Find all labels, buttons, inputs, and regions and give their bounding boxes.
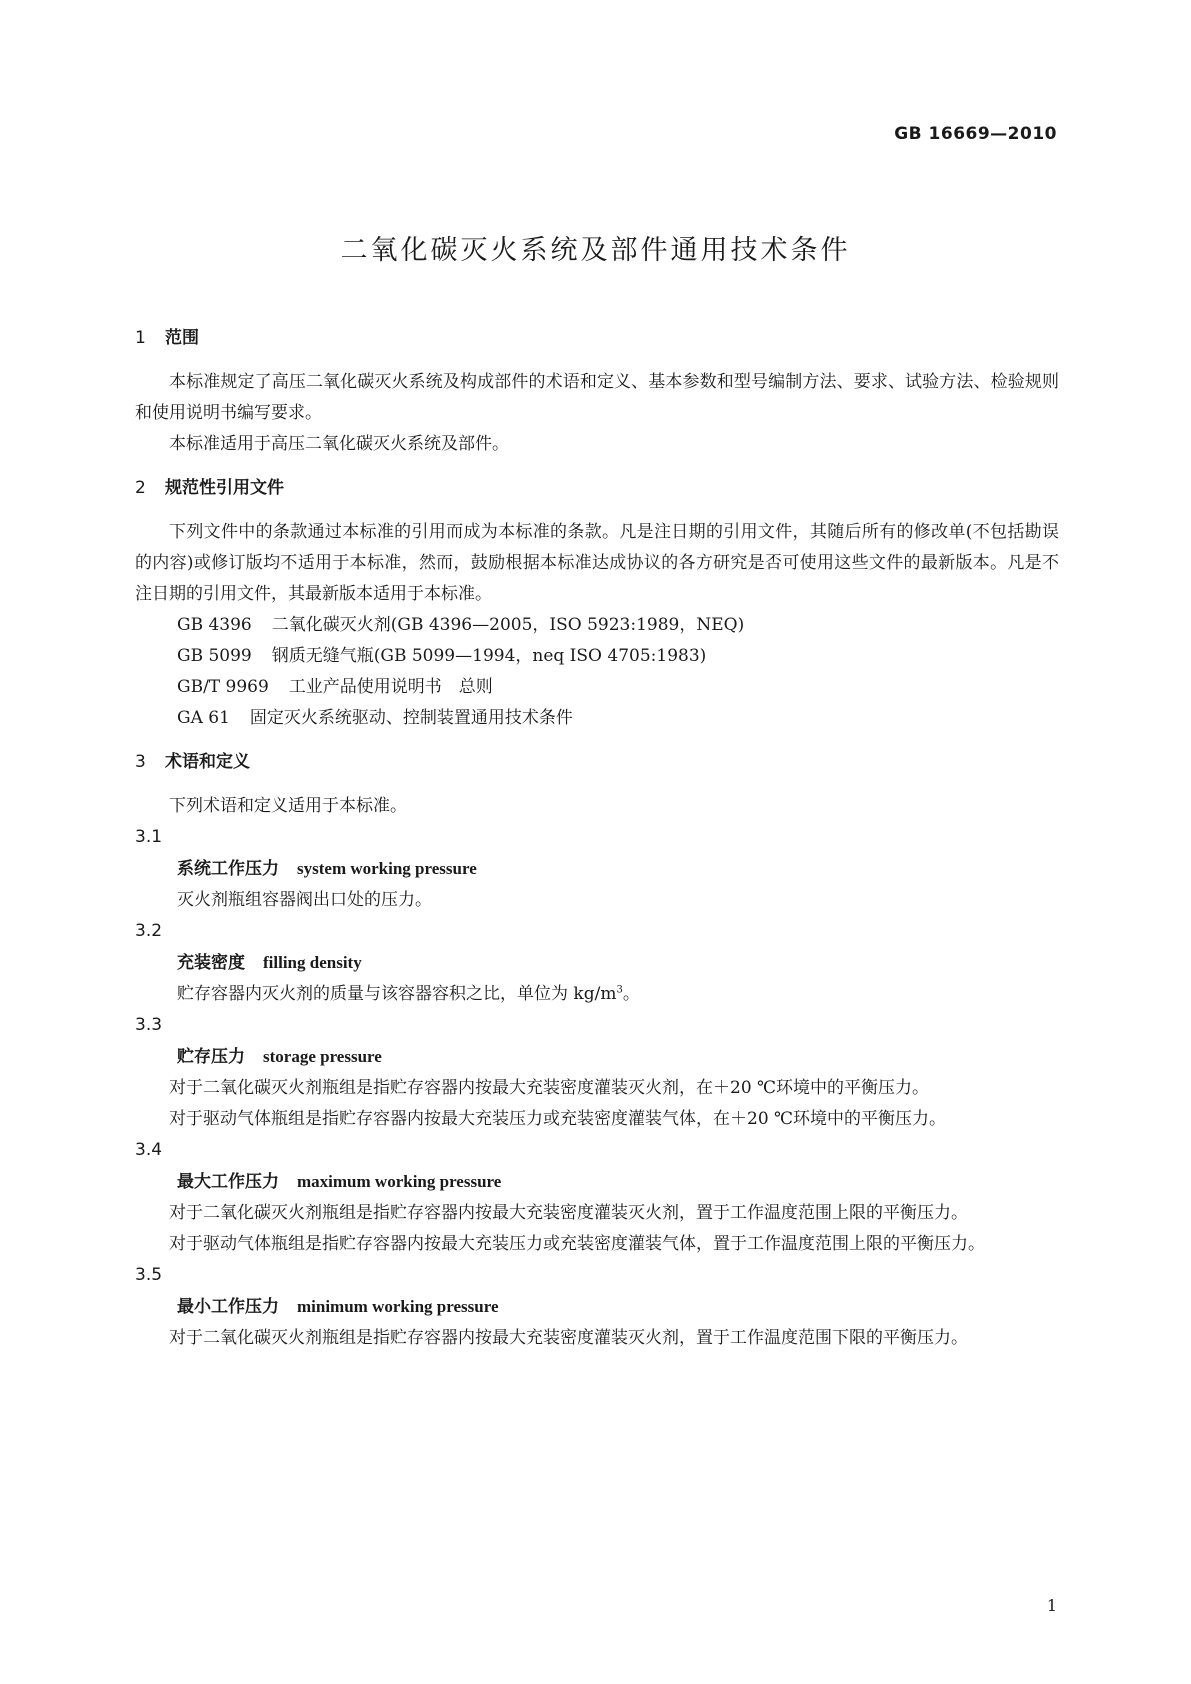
page-number: 1 <box>1046 1596 1057 1615</box>
reference-title: 工业产品使用说明书 总则 <box>288 677 493 697</box>
definition <box>135 979 1059 1010</box>
definition-paragraph: 对于二氧化碳灭火剂瓶组是指贮存容器内按最大充装密度灌装灭火剂，在＋20 ℃环境中的平衡压力。 <box>169 1078 930 1098</box>
term <box>135 1166 1059 1198</box>
document-body <box>135 323 1059 1354</box>
definition-paragraph: 对于驱动气体瓶组是指贮存容器内按最大充装压力或充装密度灌装气体，置于工作温度范围上限的平衡压力。 <box>169 1234 985 1254</box>
term-en: maximum working pressure <box>297 1172 502 1191</box>
term-en: system working pressure <box>297 859 477 878</box>
section-title: 范围 <box>165 328 199 348</box>
section-1-paragraph-1: 本标准规定了高压二氧化碳灭火系统及构成部件的术语和定义、基本参数和型号编制方法、要求、试验方法、检验规则和使用说明书编写要求。 <box>135 372 1059 423</box>
reference-code: GB 5099 <box>177 646 252 666</box>
reference-item <box>135 610 1059 641</box>
section-number: 2 <box>135 478 146 498</box>
term-zh: 最小工作压力 <box>177 1297 279 1317</box>
reference-item <box>135 703 1059 734</box>
reference-code: GB/T 9969 <box>177 677 269 697</box>
term-en: storage pressure <box>263 1047 382 1066</box>
definition: 灭火剂瓶组容器阀出口处的压力。 <box>177 890 432 910</box>
definition-paragraph: 对于二氧化碳灭火剂瓶组是指贮存容器内按最大充装密度灌装灭火剂，置于工作温度范围上限的平衡压力。 <box>169 1203 968 1223</box>
clause-number: 3.3 <box>135 1015 163 1035</box>
clause-number: 3.2 <box>135 921 163 941</box>
definition-paragraph: 对于驱动气体瓶组是指贮存容器内按最大充装压力或充装密度灌装气体，在＋20 ℃环境中的平衡压力。 <box>169 1109 947 1129</box>
section-title: 规范性引用文件 <box>165 478 284 498</box>
term-zh: 最大工作压力 <box>177 1172 279 1192</box>
term <box>135 853 1059 885</box>
term-zh: 充装密度 <box>177 953 245 973</box>
clause-number: 3.5 <box>135 1265 163 1285</box>
section-number: 3 <box>135 752 146 772</box>
clause-number: 3.1 <box>135 827 163 847</box>
superscript: 3 <box>616 984 623 996</box>
definition-tail: 。 <box>622 984 640 1004</box>
reference-item <box>135 672 1059 703</box>
definition-text: 贮存容器内灭火剂的质量与该容器容积之比，单位为 kg/m <box>177 984 617 1004</box>
section-1-heading <box>135 323 1059 354</box>
term <box>135 1041 1059 1073</box>
section-2-heading <box>135 473 1059 504</box>
section-3-heading <box>135 747 1059 778</box>
section-1-paragraph-2: 本标准适用于高压二氧化碳灭火系统及部件。 <box>169 434 509 454</box>
document-title: 二氧化碳灭火系统及部件通用技术条件 <box>340 235 851 266</box>
section-title: 术语和定义 <box>165 752 250 772</box>
reference-code: GA 61 <box>177 708 230 728</box>
term <box>135 947 1059 979</box>
section-number: 1 <box>135 328 146 348</box>
section-3-intro: 下列术语和定义适用于本标准。 <box>169 796 407 816</box>
term <box>135 1291 1059 1323</box>
term-zh: 系统工作压力 <box>177 859 279 879</box>
reference-code: GB 4396 <box>177 615 252 635</box>
reference-item <box>135 641 1059 672</box>
reference-title: 钢质无缝气瓶(GB 5099—1994，neq ISO 4705:1983) <box>271 646 707 666</box>
definition-paragraph: 对于二氧化碳灭火剂瓶组是指贮存容器内按最大充装密度灌装灭火剂，置于工作温度范围下限的平衡压力。 <box>169 1328 968 1348</box>
reference-title: 固定灭火系统驱动、控制装置通用技术条件 <box>249 708 573 728</box>
section-2-intro: 下列文件中的条款通过本标准的引用而成为本标准的条款。凡是注日期的引用文件，其随后所有的修改单(不包括勘误的内容)或修订版均不适用于本标准，然而，鼓励根据本标准达成协议的各方研究是否可使用这些文件的最新版本。凡是不注日期的引用文件，其最新版本适用于本标准。 <box>135 522 1059 604</box>
clause-number: 3.4 <box>135 1140 163 1160</box>
term-zh: 贮存压力 <box>177 1047 245 1067</box>
std-code: GB 16669—2010 <box>894 124 1057 144</box>
reference-title: 二氧化碳灭火剂(GB 4396—2005，ISO 5923:1989，NEQ) <box>271 615 745 635</box>
term-en: filling density <box>263 953 362 972</box>
term-en: minimum working pressure <box>297 1297 499 1316</box>
